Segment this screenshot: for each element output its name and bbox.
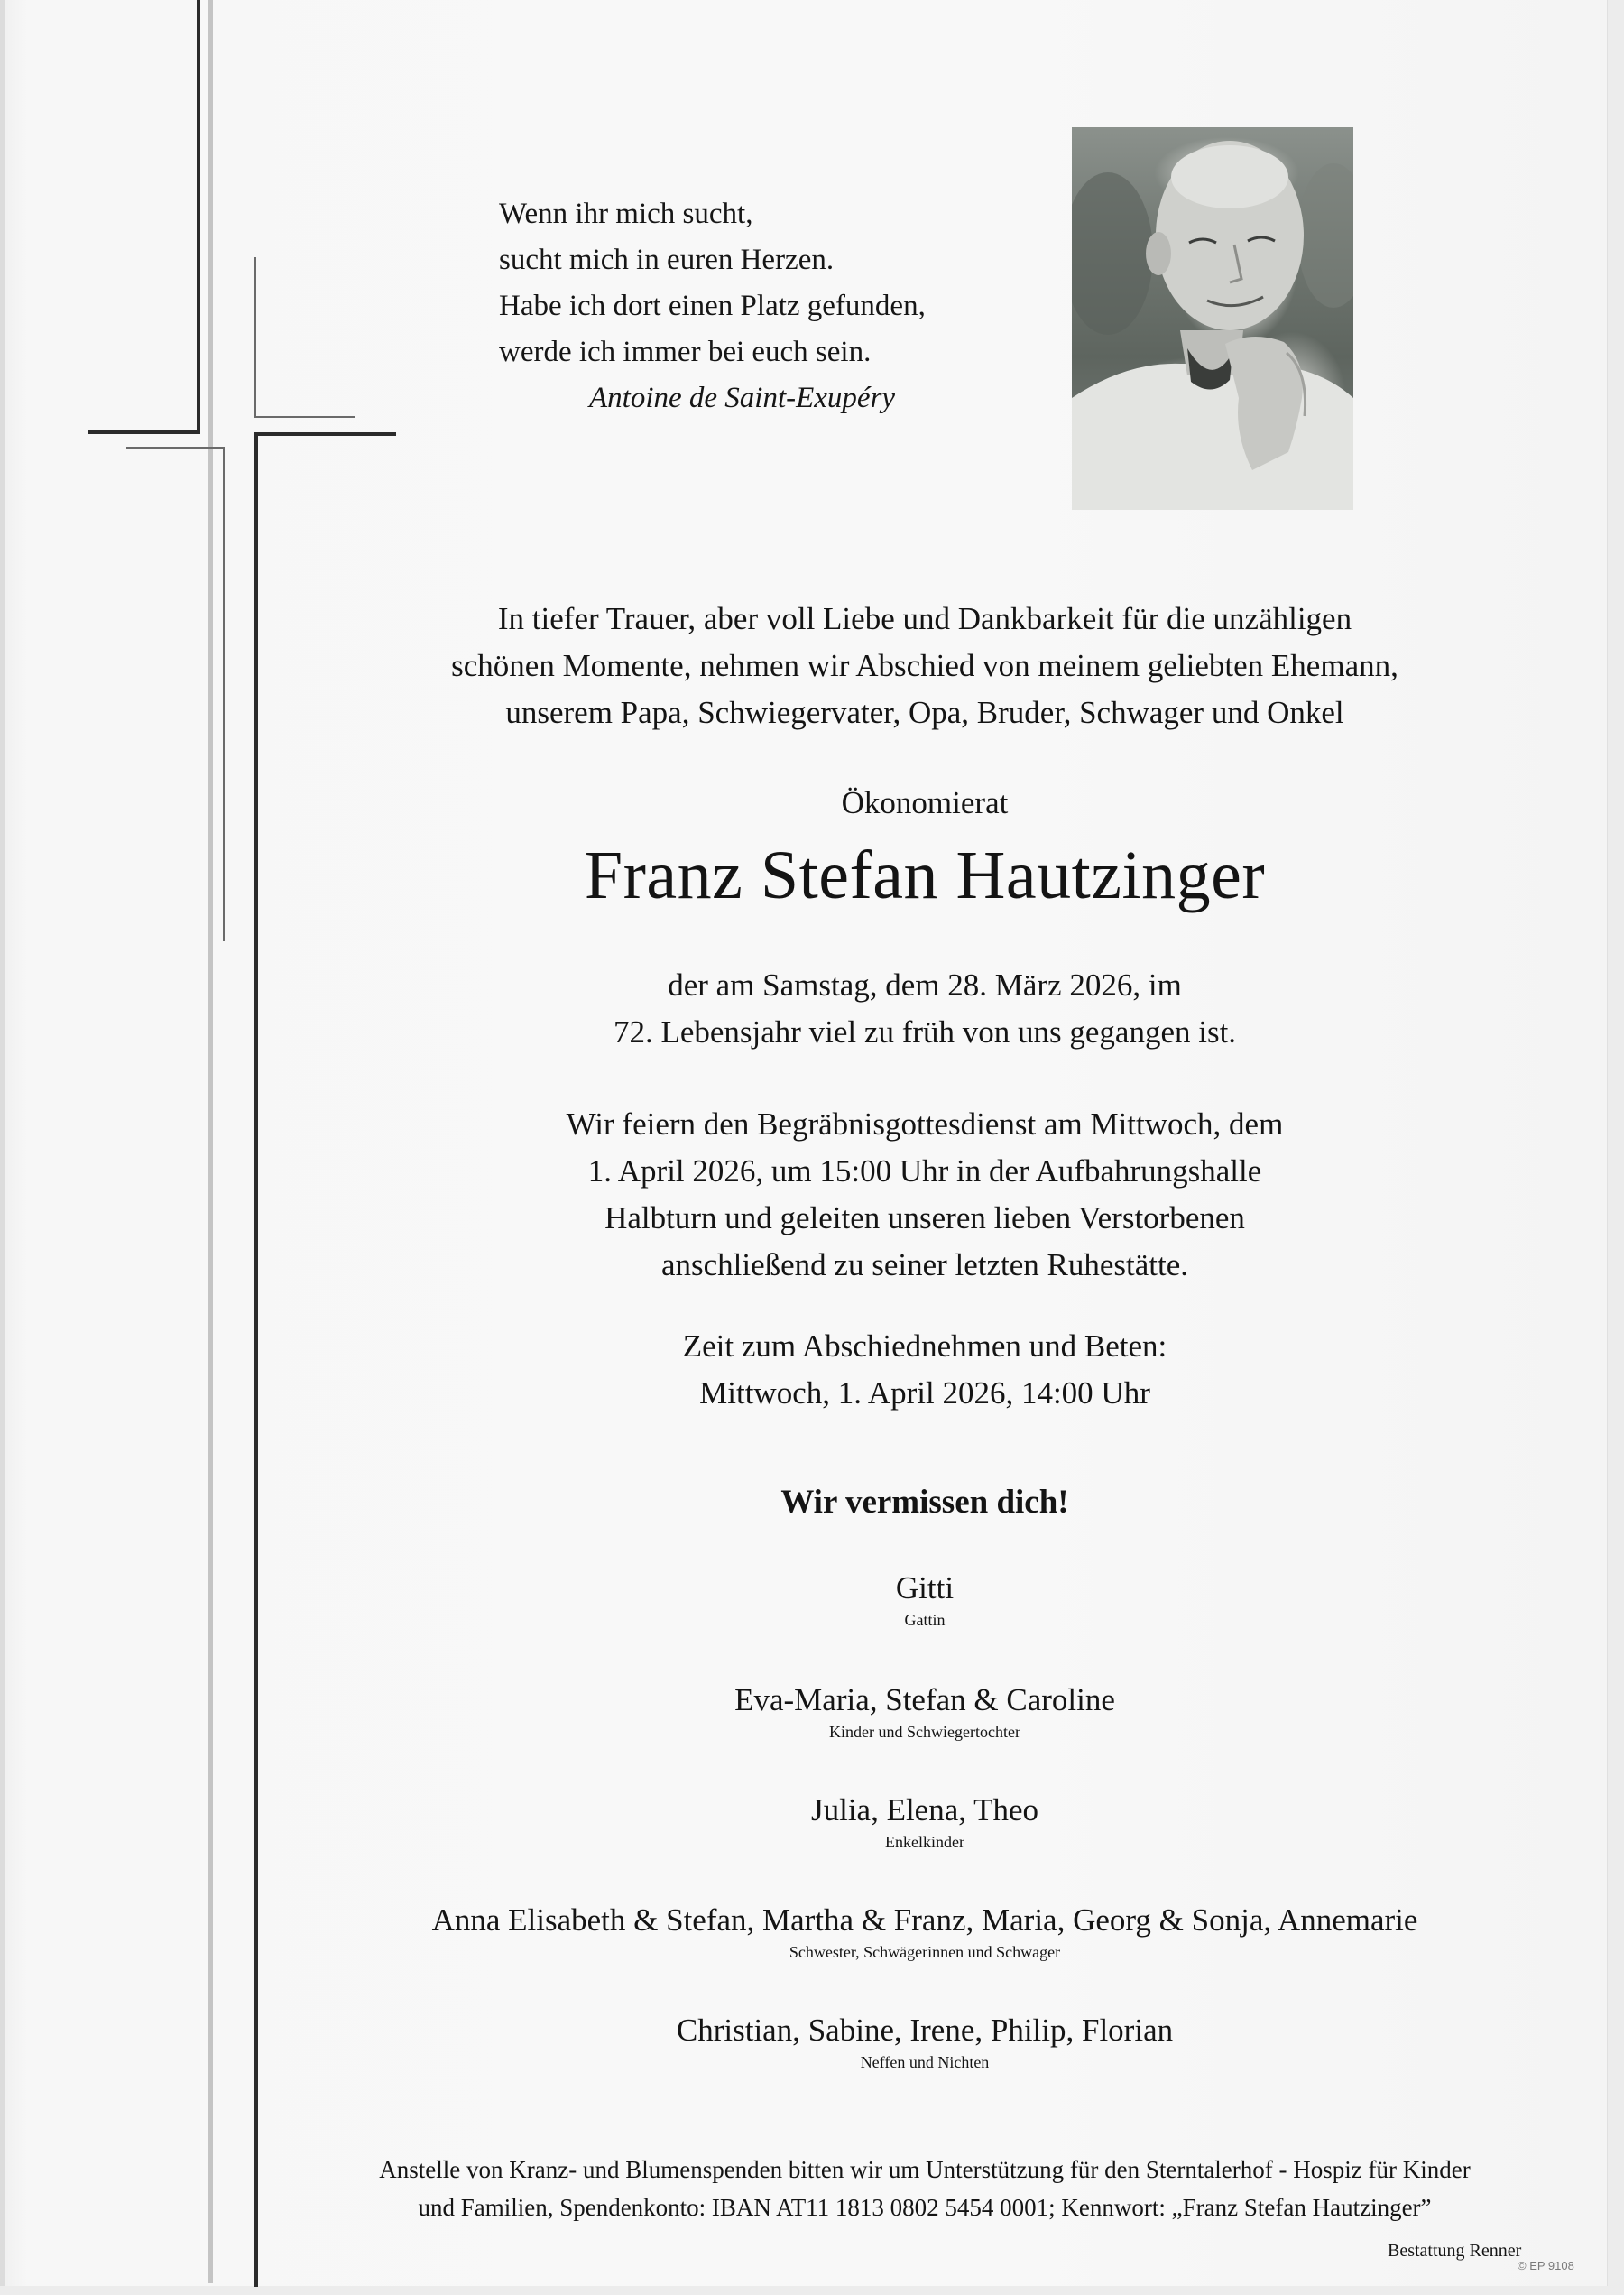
family-role: Enkelkinder: [885, 1833, 964, 1851]
intro-line: In tiefer Trauer, aber voll Liebe und Dankbarkeit für die unzähligen: [497, 601, 1352, 636]
family-group-nephews-nieces: [298, 2011, 1552, 2074]
farewell-time-info: [298, 1323, 1552, 1417]
family-role: Neffen und Nichten: [860, 2053, 990, 2071]
death-info-line: 72. Lebensjahr viel zu früh von uns gegangen ist.: [613, 1014, 1237, 1050]
farewell-line: Zeit zum Abschiednehmen und Beten:: [682, 1328, 1167, 1364]
service-line: Wir feiern den Begräbnisgottesdienst am Mittwoch, dem: [566, 1106, 1284, 1142]
donation-line: und Familien, Spendenkonto: IBAN AT11 1813 0802 5454 0001; Kennwort: „Franz Stefan Hautzinger”: [418, 2194, 1432, 2221]
family-names: Gitti: [895, 1570, 955, 1606]
family-names: Christian, Sabine, Irene, Philip, Florian: [676, 2013, 1174, 2048]
family-role: Kinder und Schwiegertochter: [829, 1723, 1020, 1741]
death-info-line: der am Samstag, dem 28. März 2026, im: [668, 967, 1182, 1003]
scan-left-edge: [0, 0, 5, 2295]
family-group-spouse: [298, 1569, 1552, 1632]
deceased-name: Franz Stefan Hautzinger: [584, 837, 1266, 913]
intro-line: unserem Papa, Schwiegervater, Opa, Bruder, Schwager und Onkel: [505, 695, 1344, 730]
family-names: Julia, Elena, Theo: [810, 1792, 1039, 1828]
service-line: anschließend zu seiner letzten Ruhestätte.: [660, 1247, 1189, 1282]
donation-line: Anstelle von Kranz- und Blumenspenden bitten wir um Unterstützung für den Sterntalerhof - Hospiz für Kinder: [379, 2156, 1471, 2183]
portrait-photo: [1072, 127, 1353, 510]
intro-text: [298, 596, 1552, 736]
quote-author: Antoine de Saint-Exupéry: [589, 382, 896, 414]
service-line: Halbturn und geleiten unseren lieben Verstorbenen: [604, 1200, 1245, 1235]
family-names: Eva-Maria, Stefan & Caroline: [734, 1682, 1115, 1717]
quote-line: sucht mich in euren Herzen.: [499, 244, 835, 276]
family-role: Gattin: [904, 1611, 946, 1629]
copyright-code: © EP 9108: [1518, 2259, 1574, 2272]
quote-line: werde ich immer bei euch sein.: [499, 336, 872, 368]
death-info: [298, 962, 1552, 1056]
family-group-grandchildren: [298, 1791, 1552, 1854]
portrait-illustration: [1072, 127, 1353, 510]
scan-right-edge: [1607, 0, 1624, 2295]
memorial-quote: [499, 191, 926, 421]
farewell-line: Mittwoch, 1. April 2026, 14:00 Uhr: [699, 1375, 1150, 1411]
donation-request: [298, 2151, 1552, 2226]
deceased-title: Ökonomierat: [841, 785, 1009, 820]
intro-line: schönen Momente, nehmen wir Abschied von meinem geliebten Ehemann,: [451, 648, 1398, 683]
family-group-children: [298, 1680, 1552, 1744]
family-names: Anna Elisabeth & Stefan, Martha & Franz, Maria, Georg & Sonja, Annemarie: [431, 1902, 1418, 1938]
family-role: Schwester, Schwägerinnen und Schwager: [789, 1943, 1061, 1961]
family-group-siblings: [298, 1901, 1552, 1964]
quote-line: Wenn ihr mich sucht,: [499, 198, 753, 230]
scan-bottom-edge: [0, 2286, 1624, 2295]
service-line: 1. April 2026, um 15:00 Uhr in der Aufbahrungshalle: [587, 1153, 1262, 1189]
we-miss-you-heading: Wir vermissen dich!: [780, 1484, 1069, 1521]
quote-line: Habe ich dort einen Platz gefunden,: [499, 290, 926, 322]
funeral-service-info: [298, 1101, 1552, 1289]
undertaker-name: Bestattung Renner: [1388, 2241, 1522, 2261]
